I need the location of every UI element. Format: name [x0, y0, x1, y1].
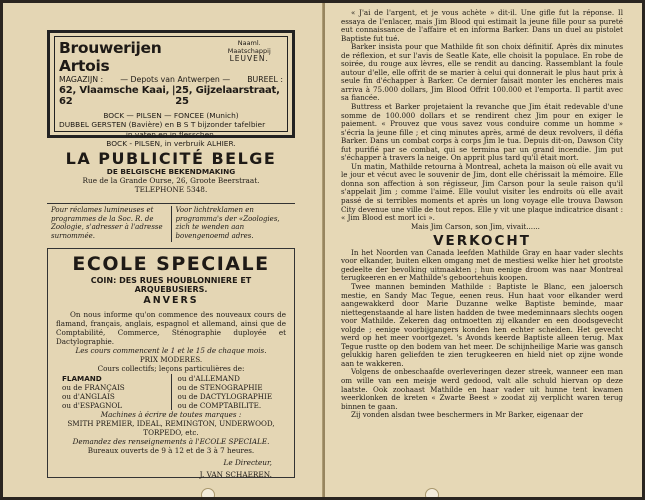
divider: [47, 203, 295, 204]
course-item: ou de STENOGRAPHIE: [177, 383, 263, 392]
notice-french: Pour réclames lumineuses et programmes de la Soc. R. de Zoologie, s'adresser à l'adresse surnommée.: [51, 206, 163, 240]
beer-line: DUBBEL GERSTEN (Bavière) en B S T bijzonder tafelbier: [59, 120, 266, 130]
publicite-dutch-name: DE BELGISCHE BEKENDMAKING: [106, 167, 236, 176]
paragraph: Barker insista pour que Mathilde fit son choix définitif. Après dix minutes de réflexion, et sur l'avis de Seatle Kate, elle choisit la populace. En robe de soirée, du rouge aux lèvres, elle se rendit au dancing. Rassemblant la foule autour d'elle, elle offrit de se marier à celui qui donnerait le plus haut prix à seule fin d'échapper à Barker. Ce dernier faisait monter les enchères mais arriva à 75.000 dollars, Jim Blood Offrit 100.000 et l'emporta. Il partit avec sa fiancée.: [341, 42, 623, 103]
right-page: [325, 3, 642, 497]
publicite-subtitle: [47, 167, 295, 195]
story-text: [341, 9, 623, 420]
ecole-schedule: Les cours commencent le 1 et le 15 de chaque mois.: [75, 346, 267, 355]
course-item: ou d'ESPAGNOL: [62, 401, 123, 410]
staple-hole: [425, 488, 439, 497]
bureel-label: BUREEL :: [247, 75, 283, 84]
ecole-address: COIN: DES RUES HOUBLONNIERE ET ARQUEBUSIERS.: [90, 276, 252, 294]
signature-name: J. VAN SCHAEREN.: [199, 470, 272, 480]
paragraph: Zij vonden alsdan twee beschermers in Mr Barker, eigenaar der: [351, 410, 584, 420]
paragraph: Mais Jim Carson, son Jim, vivait......: [411, 221, 540, 231]
notice-dutch: Voor lichtreklamen en programma's der «Zoologies, zich te wenden aan bovengenoemd adres.: [175, 206, 280, 240]
course-item: ou de DACTYLOGRAPHIE: [177, 392, 273, 401]
company-type: Naaml. Maatschappij: [227, 39, 271, 55]
address-magazijn: 62, Vlaamsche Kaai, 62: [59, 85, 170, 107]
address-divider: |: [171, 85, 176, 96]
ecole-speciale-ad: [47, 248, 295, 478]
ecole-hours: Bureaux ouverts de 9 à 12 et de 3 à 7 heures.: [87, 446, 255, 455]
paragraph: In het Noorden van Canada leefden Mathilde Gray en haar vader slechts voor elkander, buiten elken omgang met de mestiesi welke hier het grootste gedeelte der bevolking uitmaakten ; hun eenige droom was naar Montreal terugkeeren en er Mathilde's geboortehuis koopen.: [341, 247, 623, 283]
artois-advertisement: [47, 30, 295, 149]
course-item: ou de COMPTABILITE.: [177, 401, 262, 410]
publicite-telephone: TELEPHONE 5348.: [134, 185, 208, 195]
typewriter-brands: SMITH PREMIER, IDEAL, REMINGTON, UNDERWOOD, TORPEDO, etc.: [67, 419, 275, 437]
publicite-title: LA PUBLICITÉ BELGE: [65, 149, 277, 168]
beer-line: BOCK — PILSEN — FONCEE (Munich): [103, 111, 239, 120]
staple-hole: [201, 488, 215, 497]
course-item: ou d'ANGLAIS: [62, 392, 115, 401]
ecole-intro: On nous informe qu'on commence des nouveaux cours de flamand, français, anglais, espagnol et allemand, ainsi que de Comptabilité, Commerce, Sténographie duployée et Dactylographie.: [56, 310, 286, 346]
paragraph: Volgens de onbeschaafde overleveringen dezer streek, wanneer een man om wille van een meisje werd gedood, valt alle schuld hiervan op deze laatste. Ook zoohaast Mathilde en haar vader uit hunne tent kwamen weerklonken de kreten « Zwarte Beest » zoodat zij verplicht waren terug binnen te gaan.: [341, 367, 623, 411]
paragraph: Buttress et Barker projetaient la revanche que Jim était redevable d'une somme de 100.000 dollars et se rendirent chez Jim pour en exiger le paiement. « Prouvez que vous savez vous conduire comme un homme » s'écria la jeune fille ; et cinq minutes après, armé de deux revolvers, il défia Barker. Dans un combat corps à corps Jim le tua. Depuis dit-on, Dawson City fut purifié par se combat, qui se termina par un grand incendie. Jim put s'échapper à travers la neige. On apprit plus tard qu'il était mort.: [341, 102, 623, 163]
magazijn-label: MAGAZIJN :: [59, 75, 104, 84]
ecole-prices: PRIX MODERES.: [139, 355, 203, 364]
beer-line: BOCK - PILSEN, in verbruik ALHIER.: [106, 139, 236, 149]
ecole-courses-heading: Cours collectifs; leçons particulières de:: [97, 364, 245, 373]
course-item: ou d'ALLEMAND: [177, 374, 240, 383]
paragraph: « J'ai de l'argent, et je vous achète » dit-il. Une gifle fut la réponse. Il essaya de l'enlacer, mais Jim Blood qui estimait la jeune fille pour sa pureté eut connaissance de l'affaire et en informa Barker. Dans un duel au pistolet Baptiste fut tué.: [341, 8, 623, 43]
course-item: FLAMAND: [62, 374, 102, 383]
signature-title: Le Directeur,: [223, 458, 272, 467]
zoologie-notice: [47, 206, 295, 242]
course-list: [56, 374, 286, 410]
ecole-city: ANVERS: [143, 295, 199, 306]
typewriter-heading: Machines à écrire de toutes marques :: [100, 410, 242, 419]
paragraph: Twee mannen beminden Mathilde : Baptiste le Blanc, een jaloersch mestie, en Sandy Mac Tegue, eenen reus. Hun haat voor elkander werd aangewakkerd door Marie Duzanne welke Baptiste beminde, maar niettegenstaande al hare listen hadden de twee medeminnaars slechts oogen voor Mathilde. Zekeren dag ontmoetten zij elkander en een doodsgevecht volgde ; eenige voorbijgangers konden hen echter scheiden. Het gevecht werd op het meer voortgezet. 's Avonds keerde Baptiste alleen terug. Max Tegue rustte op den bodem van het meer. De schijnheilige Marie was gansch gelukkig haren geliefden te zien terugkeeren en hield niet op zijne wonde aan te wakkeren.: [341, 281, 623, 368]
section-heading: VERKOCHT: [433, 233, 531, 250]
ecole-info: Demandez des renseignements à l'ECOLE SPECIALE.: [72, 437, 270, 446]
left-page: [3, 3, 323, 497]
beer-line: in vaten en in flesschen.: [125, 129, 217, 139]
brand-name: Brouwerijen Artois: [59, 39, 162, 75]
depots-label: — Depots van Antwerpen —: [120, 75, 231, 84]
paragraph: Un matin, Mathilde retourna à Montreal, acheta la maison où elle avait vu le jour et vécut avec le souvenir de Jim, dont elle chérissait la mémoire. Elle donna son affection à son régisseur, Jim Carson pour la seule raison qu'il s'appelait Jim ; comme l'aimé. Elle voulut visiter les endroits où elle avait passé de si terribles moments et après un long voyage elle trouva Dawson City devenue une ville de tout repos. Elle y vit une plaque indicatrice disant : « Jim Blood est mort ici ».: [341, 161, 623, 223]
company-city: LEUVEN.: [229, 54, 269, 63]
address-bureel: 25, Gijzelaarstraat, 25: [175, 85, 280, 107]
course-item: ou de FRANÇAIS: [62, 383, 125, 392]
booklet-spread: [3, 3, 642, 497]
ecole-title: ECOLE SPECIALE: [72, 253, 270, 275]
publicite-address: Rue de la Grande Ourse, 26, Groote Beerstraat.: [82, 176, 260, 186]
